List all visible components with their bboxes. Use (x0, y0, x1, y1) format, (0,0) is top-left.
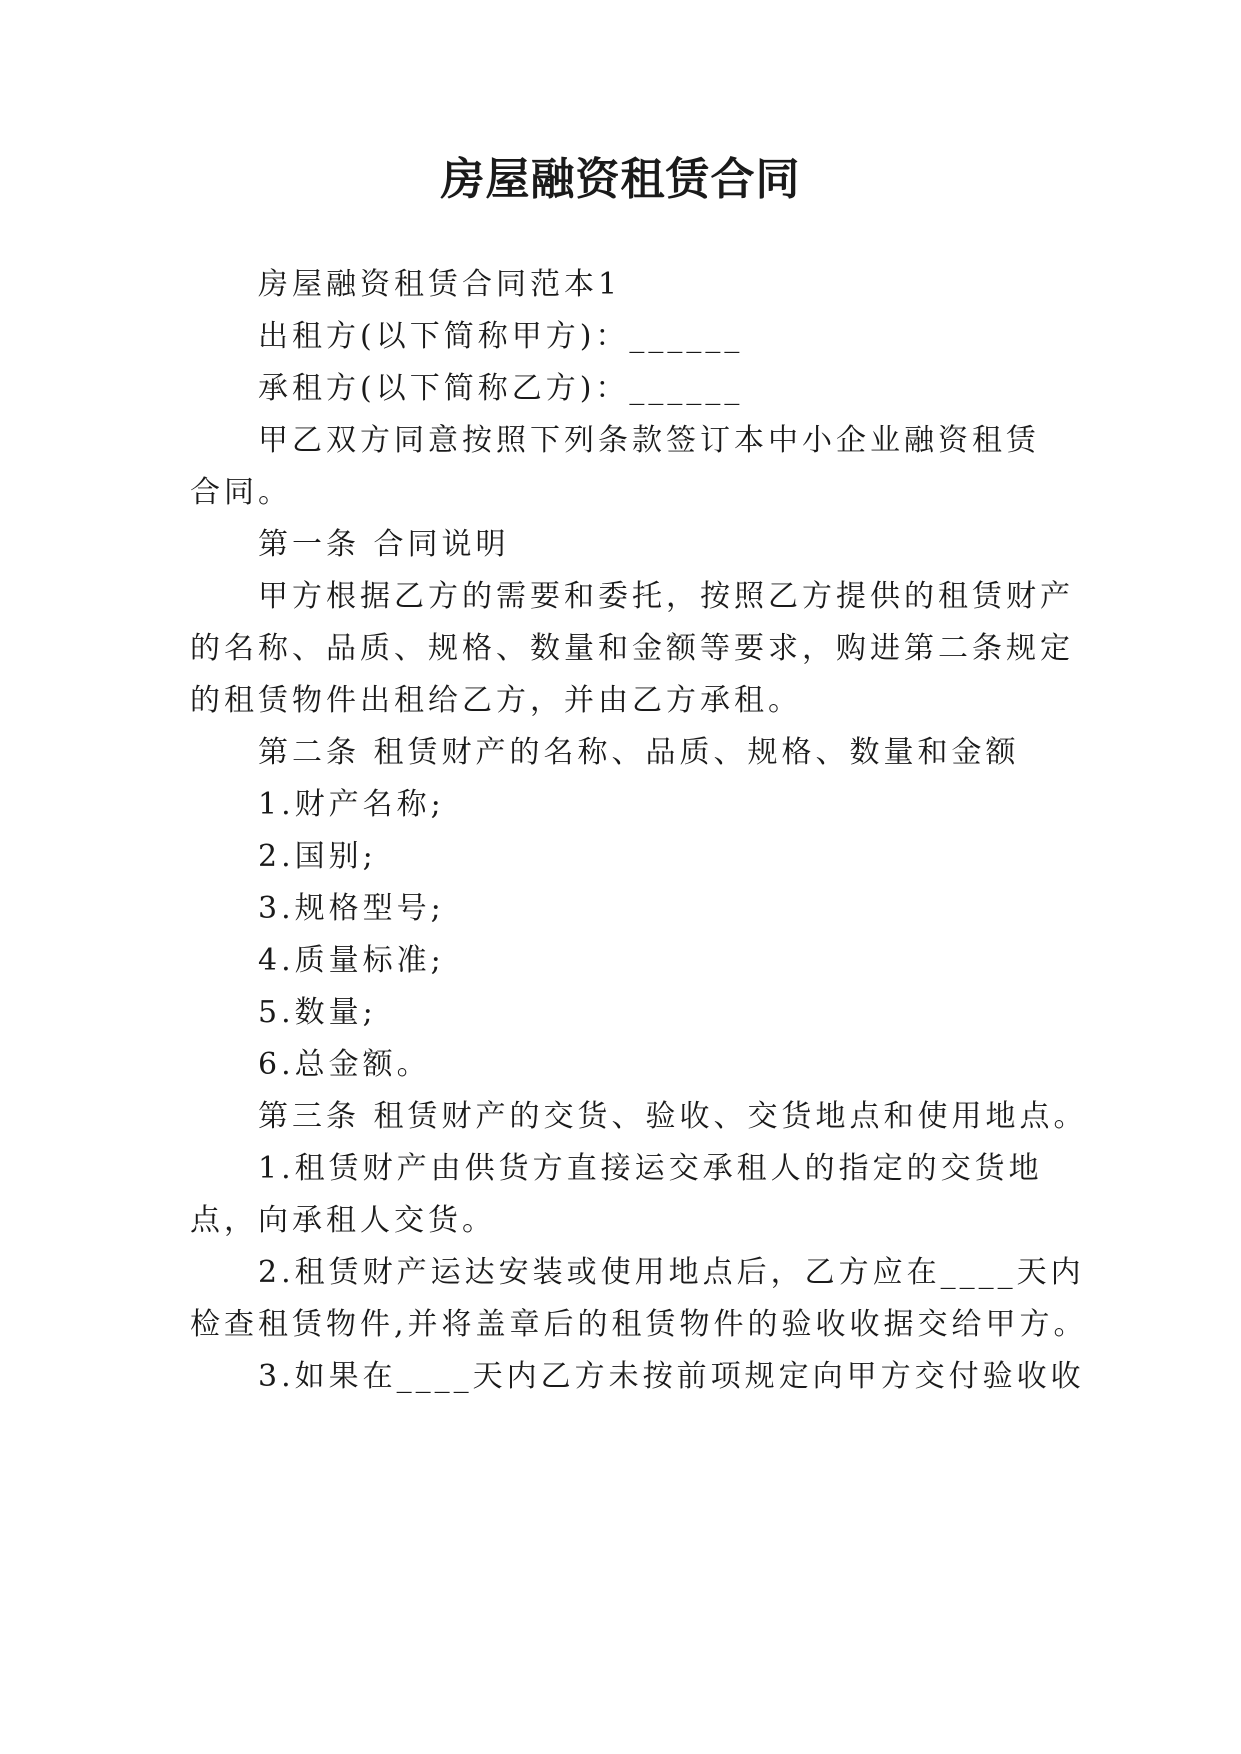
paragraph-line: 出租方(以下简称甲方)：______ (258, 319, 744, 354)
section-heading: 第一条 合同说明 (258, 527, 510, 562)
section-heading: 第三条 租赁财产的交货、验收、交货地点和使用地点。 (258, 1099, 1088, 1134)
paragraph-line: 房屋融资租赁合同范本1 (258, 267, 622, 302)
paragraph-line: 1.租赁财产由供货方直接运交承租人的指定的交货地 (258, 1151, 1043, 1186)
paragraph-line: 3.如果在____天内乙方未按前项规定向甲方交付验收收 (258, 1359, 1085, 1394)
paragraph-line: 的租赁物件出租给乙方，并由乙方承租。 (190, 683, 802, 718)
paragraph-line: 甲乙双方同意按照下列条款签订本中小企业融资租赁 (258, 423, 1040, 458)
section-heading: 第二条 租赁财产的名称、品质、规格、数量和金额 (258, 735, 1020, 770)
list-item: 6.总金额。 (258, 1047, 431, 1082)
document-title: 房屋融资租赁合同 (440, 154, 801, 205)
paragraph-line: 承租方(以下简称乙方)：______ (258, 371, 744, 406)
paragraph-line: 2.租赁财产运达安装或使用地点后，乙方应在____天内 (258, 1255, 1085, 1290)
list-item: 3.规格型号; (258, 891, 445, 926)
list-item: 1.财产名称; (258, 787, 445, 822)
paragraph-line: 合同。 (190, 475, 292, 510)
list-item: 4.质量标准; (258, 943, 445, 978)
paragraph-line: 甲方根据乙方的需要和委托，按照乙方提供的租赁财产 (258, 579, 1074, 614)
list-item: 2.国别; (258, 839, 377, 874)
list-item: 5.数量; (258, 995, 377, 1030)
paragraph-line: 检查租赁物件,并将盖章后的租赁物件的验收收据交给甲方。 (190, 1307, 1088, 1342)
paragraph-line: 的名称、品质、规格、数量和金额等要求，购进第二条规定 (190, 631, 1074, 666)
paragraph-line: 点，向承租人交货。 (190, 1203, 496, 1238)
